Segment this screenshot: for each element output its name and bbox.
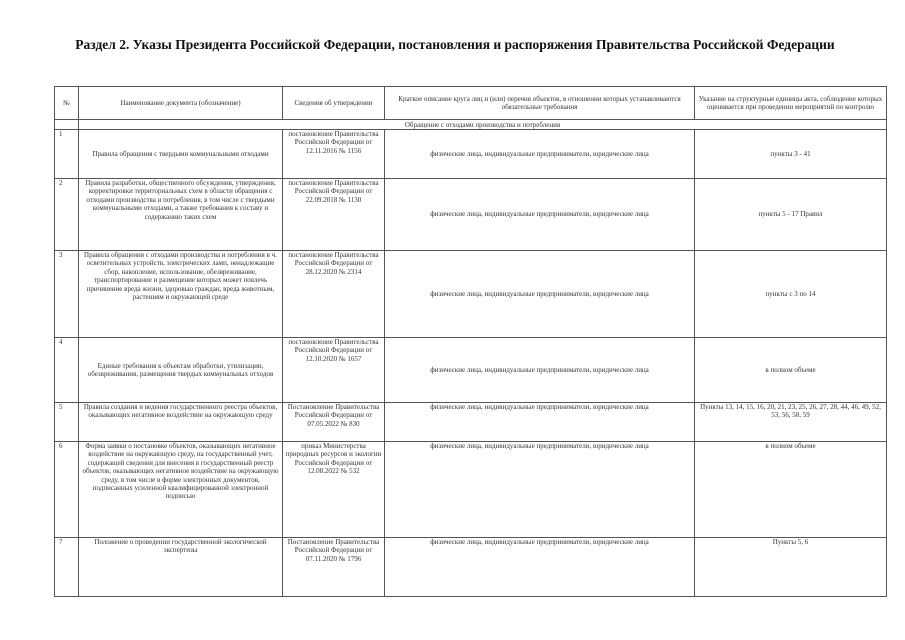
row-number: 5	[55, 403, 79, 442]
table-row	[55, 179, 887, 251]
approval-details: постановление Правительства Российской Федерации от 12.10.2020 № 1657	[283, 338, 385, 403]
section-title: Обращение с отходами производства и потребления	[79, 120, 887, 130]
structural-units: в полном объеме	[695, 338, 887, 403]
table-row	[55, 403, 887, 442]
document-name: Единые требования к объектам обработки, утилизации, обезвреживания, размещения твердых коммунальных отходов	[79, 338, 283, 403]
scope-description: физические лица, индивидуальные предприниматели, юридические лица	[385, 442, 695, 538]
structural-units: в полном объеме	[695, 442, 887, 538]
table-row	[55, 442, 887, 538]
row-number: 4	[55, 338, 79, 403]
header-name: Наименование документа (обозначение)	[79, 87, 283, 120]
approval-details: Постановление Правительства Российской Федерации от 07.05.2022 № 830	[283, 403, 385, 442]
header-number: №	[55, 87, 79, 120]
approval-details: Постановление Правительства Российской Федерации от 07.11.2020 № 1796	[283, 538, 385, 597]
scope-description: физические лица, индивидуальные предприниматели, юридические лица	[385, 179, 695, 251]
table-row	[55, 251, 887, 338]
row-number: 6	[55, 442, 79, 538]
section-row	[55, 120, 887, 130]
scope-description: физические лица, индивидуальные предприниматели, юридические лица	[385, 130, 695, 179]
approval-details: постановление Правительства Российской Федерации от 28.12.2020 № 2314	[283, 251, 385, 338]
section-spacer	[55, 120, 79, 130]
structural-units: пункты с 3 по 14	[695, 251, 887, 338]
table-row	[55, 130, 887, 179]
approval-details: постановление Правительства Российской Федерации от 22.09.2018 № 1130	[283, 179, 385, 251]
document-name: Правила обращения с твердыми коммунальными отходами	[79, 130, 283, 179]
document-name: Правила разработки, общественного обсуждения, утверждения, корректировки территориальных схем в области обращения с отходами производства и потребления, в том числе с твердыми коммунальными отходами, а также требования к составу и содержанию таких схем	[79, 179, 283, 251]
page-title: Раздел 2. Указы Президента Российской Федерации, постановления и распоряжения Правительства Российской Федерации	[75, 37, 835, 52]
approval-details: приказ Министерства природных ресурсов и экологии Российской Федерации от 12.08.2022 № 532	[283, 442, 385, 538]
table-header-row	[55, 87, 887, 120]
document-name: Положение о проведении государственной экологической экспертизы	[79, 538, 283, 597]
table-row	[55, 538, 887, 597]
row-number: 2	[55, 179, 79, 251]
row-number: 7	[55, 538, 79, 597]
scope-description: физические лица, индивидуальные предприниматели, юридические лица	[385, 338, 695, 403]
structural-units: Пункты 5, 6	[695, 538, 887, 597]
document-name: Форма заявки о постановке объектов, оказывающих негативное воздействие на окружающую среду, на государственный учет, содержащей сведения для внесения в государственный реестр объектов, оказывающих негативное воздействие на окружающую среду, в том числе в форме электронных документов, подписанных усиленной квалифицированной электронной подписью	[79, 442, 283, 538]
approval-details: постановление Правительства Российской Федерации от 12.11.2016 № 1156	[283, 130, 385, 179]
requirements-table	[54, 86, 887, 597]
table-row	[55, 338, 887, 403]
header-description: Краткое описание круга лиц и (или) перечня объектов, в отношении которых устанавливаются обязательные требования	[385, 87, 695, 120]
structural-units: Пункты 13, 14, 15, 16, 20, 21, 23, 25, 26, 27, 28, 44, 46, 49, 52, 53, 56, 58, 59	[695, 403, 887, 442]
row-number: 3	[55, 251, 79, 338]
scope-description: физические лица, индивидуальные предприниматели, юридические лица	[385, 538, 695, 597]
structural-units: пункты 3 - 41	[695, 130, 887, 179]
structural-units: пункты 5 - 17 Правил	[695, 179, 887, 251]
document-name: Правила создания и ведения государственного реестра объектов, оказывающих негативное воздействие на окружающую среду	[79, 403, 283, 442]
header-approval: Сведения об утверждении	[283, 87, 385, 120]
scope-description: физические лица, индивидуальные предприниматели, юридические лица	[385, 403, 695, 442]
scope-description: физические лица, индивидуальные предприниматели, юридические лица	[385, 251, 695, 338]
document-name: Правила обращения с отходами производства и потребления в ч. осветительных устройств, электрических ламп, ненадлежащие сбор, накопление, использование, обезвреживание, транспортирование и размещение которых может повлечь причинение вреда жизни, здоровью граждан, вреда животным, растениям и окружающей среде	[79, 251, 283, 338]
header-structural-units: Указание на структурные единицы акта, соблюдение которых оценивается при проведении мероприятий по контролю	[695, 87, 887, 120]
row-number: 1	[55, 130, 79, 179]
